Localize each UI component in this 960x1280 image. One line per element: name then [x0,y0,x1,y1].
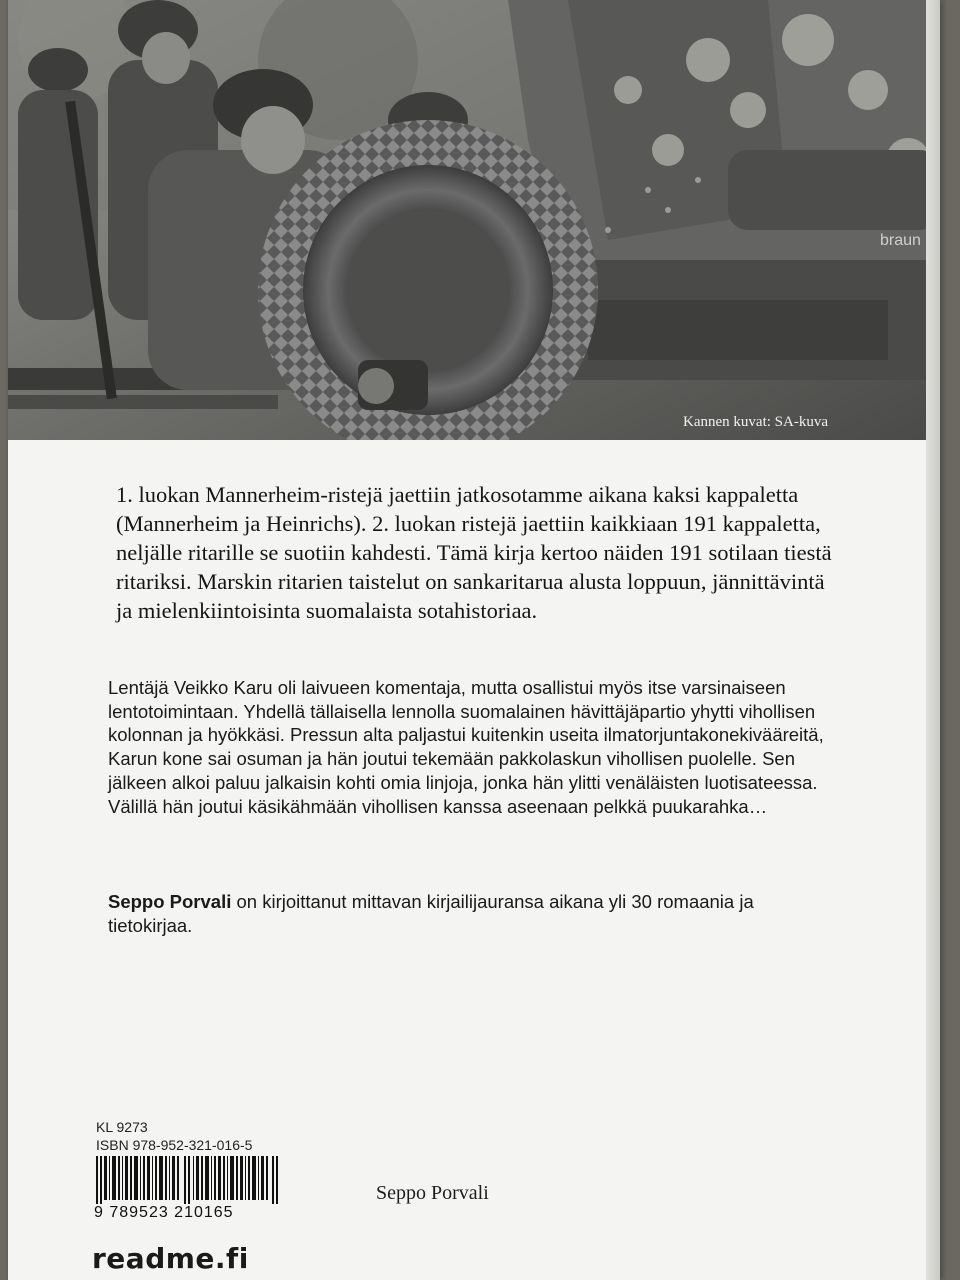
book-back-cover [8,0,940,1280]
spine-author: Seppo Porvali [376,1182,489,1204]
soldiers-with-anti-tank-gun-photo [8,0,940,440]
barcode [96,1156,280,1204]
lead-paragraph: 1. luokan Mannerheim-ristejä jaettiin jatkosotamme aikana kaksi kappaletta (Mannerheim ja Heinrichs). 2. luokan ristejä jaettiin kaikkiaan 191 kappaletta, neljälle ritarille se suotiin kahdesti. Tämä kirja kertoo näiden 191 sotilaan tiestä ritariksi. Marskin ritarien taistelut on sankaritarua alusta loppuun, jännittävintä ja mielenkiintoisinta suomalaista sotahistoriaa. [116,482,832,623]
author-bio-name: Seppo Porvali [108,891,232,912]
story-paragraph: Lentäjä Veikko Karu oli laivueen komentaja, mutta osallistui myös itse varsinaiseen lentotoimintaan. Yhdellä tällaisella lennolla suomalainen hävittäjäpartio yhytti vihollisen kolonnan ja hyökkäsi. Pressun alta paljastui kuitenkin useita ilmatorjuntakonekivääreitä, Karun kone sai osuman ja hän joutui tekemään pakkolaskun vihollisen puolelle. Sen jälkeen alkoi paluu jalkaisin kohti omia linjoja, jonka hän ylitti venäläisten luotisateessa. Välillä hän joutui käsikähmään vihollisen kanssa aseenaan pelkkä puukarahka… [108,677,824,817]
isbn: ISBN 978-952-321-016-5 [96,1137,253,1153]
spine-edge [926,0,940,1280]
publisher-logo: readme.fi [92,1242,249,1275]
cover-photo [8,0,940,440]
gun-marking: braun [880,232,921,249]
barcode-digits: 9 789523 210165 [94,1204,234,1221]
author-bio-text: on kirjoittanut mittavan kirjailijauransa aikana yli 30 romaania ja tietokirjaa. [108,891,754,936]
library-class: KL 9273 [96,1119,148,1135]
author-bio [108,890,828,938]
photo-credit: Kannen kuvat: SA-kuva [683,414,828,430]
